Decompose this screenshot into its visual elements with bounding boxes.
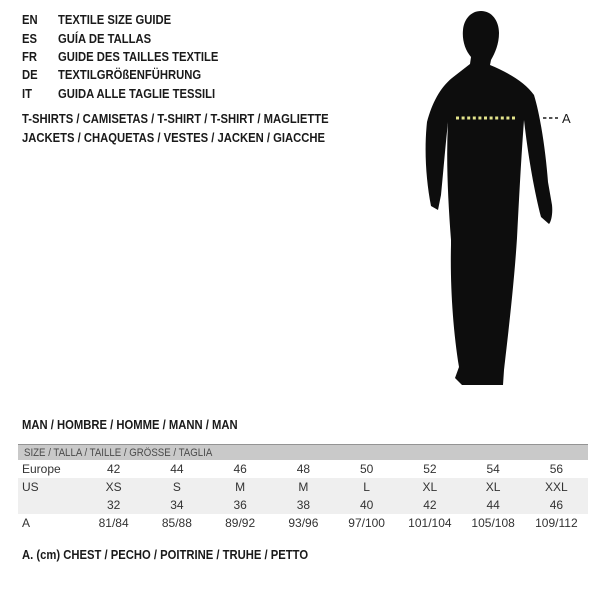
language-code: FR: [22, 49, 38, 64]
language-code: ES: [22, 31, 38, 46]
size-cell: 44: [170, 462, 184, 476]
row-label: A: [22, 516, 31, 530]
size-cell: 56: [549, 462, 564, 476]
size-cell: 46: [233, 462, 247, 476]
language-row: [22, 48, 236, 66]
language-row: [22, 66, 236, 84]
size-cell: M: [298, 480, 309, 494]
size-cell: XL: [422, 480, 438, 494]
table-row: [18, 514, 588, 532]
category-lines: [22, 110, 363, 148]
size-cell: 34: [170, 498, 184, 512]
language-label: GUIDA ALLE TAGLIE TESSILI: [58, 86, 216, 101]
size-cell: 48: [296, 462, 311, 476]
size-table: [18, 444, 588, 532]
table-row: [18, 478, 588, 496]
table-row: [18, 496, 588, 514]
language-row: [22, 85, 236, 103]
size-cell: 97/100: [348, 516, 385, 530]
language-code: EN: [22, 13, 38, 28]
size-cell: 44: [486, 498, 500, 512]
size-cell: 46: [549, 498, 564, 512]
row-label: Europe: [22, 462, 61, 476]
size-cell: XL: [485, 480, 501, 494]
language-code: IT: [22, 86, 32, 101]
language-row: [22, 11, 236, 29]
size-cell: 50: [359, 462, 374, 476]
category-jackets: JACKETS / CHAQUETAS / VESTES / JACKEN / GIACCHE: [22, 131, 325, 145]
size-cell: L: [363, 480, 370, 494]
size-cell: 38: [296, 498, 311, 512]
size-cell: 40: [359, 498, 374, 512]
language-code: DE: [22, 68, 38, 83]
size-cell: 36: [233, 498, 247, 512]
language-label: TEXTILGRÖßENFÜHRUNG: [58, 68, 202, 83]
size-cell: S: [172, 480, 181, 494]
size-cell: 85/88: [161, 516, 192, 530]
size-cell: 101/104: [408, 516, 452, 530]
size-table-body: [18, 460, 588, 532]
size-table-header-label: SIZE / TALLA / TAILLE / GRÖSSE / TAGLIA: [24, 446, 213, 459]
size-cell: 109/112: [535, 516, 578, 530]
language-label: TEXTILE SIZE GUIDE: [58, 13, 172, 28]
row-label: US: [22, 480, 39, 494]
language-label: GUIDE DES TAILLES TEXTILE: [58, 49, 219, 64]
size-cell: 93/96: [288, 516, 319, 530]
man-silhouette-figure: [398, 5, 578, 390]
language-row: [22, 29, 236, 47]
size-cell: M: [235, 480, 246, 494]
size-cell: 42: [423, 498, 437, 512]
language-list: [22, 11, 236, 103]
language-label: GUÍA DE TALLAS: [58, 31, 152, 46]
chest-measure-label: A: [562, 111, 571, 126]
man-silhouette: [426, 11, 553, 385]
size-table-header: [18, 444, 588, 460]
section-title-man: MAN / HOMBRE / HOMME / MANN / MAN: [22, 418, 238, 432]
size-cell: 42: [106, 462, 121, 476]
table-row: [18, 460, 588, 478]
size-cell: XXL: [545, 480, 568, 494]
size-cell: XS: [105, 480, 122, 494]
size-cell: 32: [106, 498, 121, 512]
category-tshirts: T-SHIRTS / CAMISETAS / T-SHIRT / T-SHIRT / MAGLIETTE: [22, 112, 329, 126]
size-cell: 89/92: [225, 516, 256, 530]
size-cell: 52: [423, 462, 437, 476]
size-cell: 81/84: [98, 516, 129, 530]
size-cell: 54: [486, 462, 500, 476]
footnote-chest-measure: A. (cm) CHEST / PECHO / POITRINE / TRUHE / PETTO: [22, 548, 309, 562]
size-cell: 105/108: [471, 516, 515, 530]
